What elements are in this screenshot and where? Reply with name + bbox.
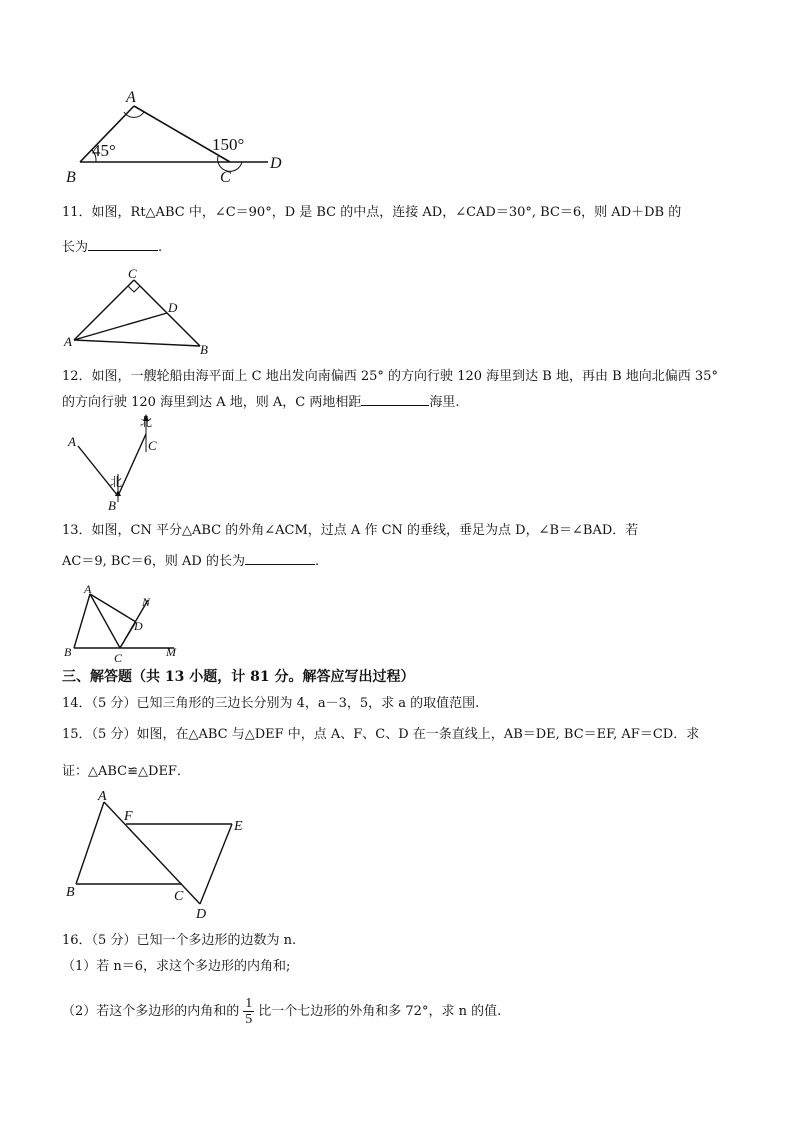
q16-part2-suffix: 比一个七边形的外角和多 72°，求 n 的值. <box>258 1004 502 1019</box>
point-label-a: A <box>64 334 72 349</box>
figure-q12 <box>62 412 172 512</box>
q11-answer-blank[interactable] <box>88 238 158 251</box>
q12-line2 <box>62 393 459 413</box>
q16-line2: （1）若 n＝6，求这个多边形的内角和; <box>62 959 291 974</box>
point-label-c: C <box>220 169 231 186</box>
q16-part2-prefix: （2）若这个多边形的内角和的 <box>62 1004 240 1019</box>
q11-prefix: 长为 <box>62 240 89 255</box>
q14-text: 14．（5 分）已知三角形的三边长分别为 4，a－3，5，求 a 的取值范围. <box>62 696 480 711</box>
q15-line2: 证：△ABC≌△DEF． <box>62 764 190 779</box>
figure-q10 <box>62 88 302 188</box>
q15-line1: 15．（5 分）如图，在△ABC 与△DEF 中，点 A、F、C、D 在一条直线上，AB＝DE, BC＝EF, AF＝CD．求 <box>62 727 700 742</box>
q11-line2 <box>62 238 162 258</box>
point-label-d: D <box>134 619 143 633</box>
q13-line1: 13．如图，CN 平分△ABC 的外角∠ACM，过点 A 作 CN 的垂线，垂足为点 D，∠B＝∠BAD．若 <box>62 523 639 538</box>
point-label-a: A <box>126 89 136 106</box>
point-label-b: B <box>108 498 116 513</box>
q12-line1: 12．如图，一艘轮船由海平面上 C 地出发向南偏西 25° 的方向行驶 120 海里到达 B 地，再由 B 地向北偏西 35° <box>62 369 718 384</box>
q13-line2 <box>62 552 319 572</box>
q13-suffix: . <box>314 554 320 569</box>
point-label-a: A <box>68 434 76 449</box>
q12-prefix: 的方向行驶 120 海里到达 A 地，则 A，C 两地相距 <box>62 395 362 410</box>
q13-answer-blank[interactable] <box>245 552 315 565</box>
point-label-e: E <box>234 819 243 834</box>
point-label-f: F <box>124 809 133 824</box>
point-label-n: N <box>142 595 151 609</box>
q12-suffix: 海里. <box>429 395 460 410</box>
q16-line3 <box>62 996 501 1027</box>
angle-label-45: 45° <box>92 141 116 160</box>
north-label-c: 北 <box>140 415 153 429</box>
angle-label-150: 150° <box>212 135 245 154</box>
fraction-one-fifth <box>243 996 254 1027</box>
point-label-c: C <box>148 438 157 453</box>
q11-line1: 11．如图，Rt△ABC 中，∠C＝90°，D 是 BC 的中点，连接 AD，∠CAD＝30°, BC＝6，则 AD＋DB 的 <box>62 205 682 220</box>
q11-suffix: . <box>158 240 163 255</box>
q13-prefix: AC＝9, BC＝6，则 AD 的长为 <box>62 554 245 569</box>
fraction-denominator: 5 <box>245 1012 253 1027</box>
point-label-a: A <box>98 789 107 804</box>
point-label-b: B <box>66 169 76 186</box>
point-label-b: B <box>64 645 72 659</box>
point-label-c: C <box>174 889 184 904</box>
point-label-b: B <box>200 342 208 357</box>
figure-q13 <box>62 584 192 664</box>
figure-q11 <box>62 266 222 358</box>
point-label-d: D <box>196 907 207 922</box>
point-label-a: A <box>84 582 92 596</box>
q12-answer-blank[interactable] <box>361 393 429 406</box>
point-label-d: D <box>270 155 282 172</box>
north-label-b: 北 <box>110 475 123 489</box>
point-label-m: M <box>166 645 176 659</box>
figure-q15 <box>62 788 262 922</box>
fraction-numerator: 1 <box>245 996 253 1011</box>
point-label-d: D <box>168 300 178 315</box>
section-heading: 三、解答题（共 13 小题，计 81 分。解答应写出过程） <box>62 669 415 685</box>
point-label-c: C <box>114 651 123 665</box>
point-label-b: B <box>66 885 75 900</box>
point-label-c: C <box>128 266 137 281</box>
q16-line1: 16．（5 分）已知一个多边形的边数为 n. <box>62 933 297 948</box>
